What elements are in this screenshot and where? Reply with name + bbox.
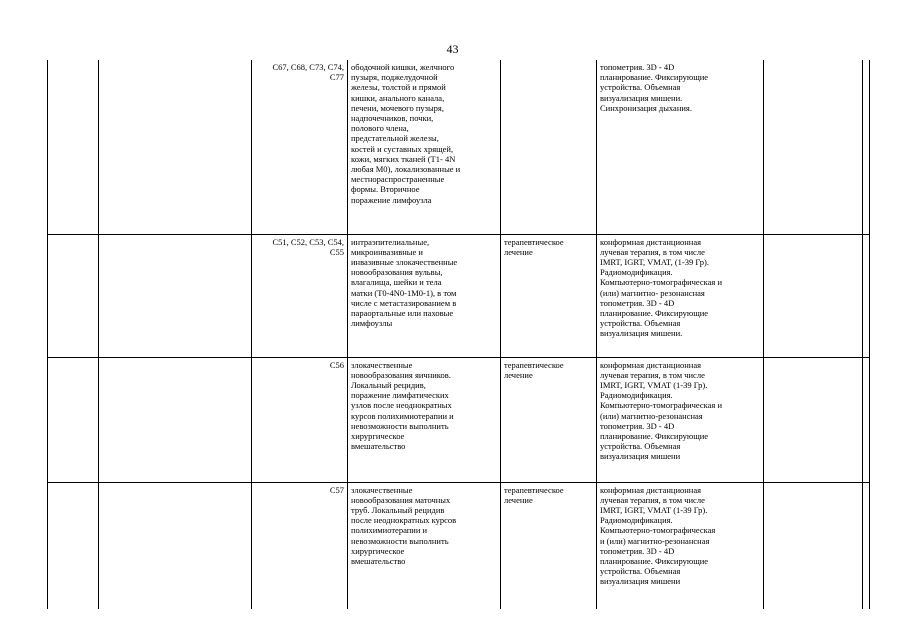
method-cell: топометрия. 3D - 4D планирование. Фиксирующие устройства. Объемная визуализация мишени. Синхронизация дыхания.: [597, 60, 764, 234]
cost-cell: [764, 234, 863, 357]
table-row: [48, 357, 870, 482]
number-cell: [48, 482, 99, 609]
name-cell: [99, 60, 252, 234]
table-row: [48, 234, 870, 357]
spare-cell: [863, 357, 870, 482]
name-cell: [99, 482, 252, 609]
number-cell: [48, 234, 99, 357]
diagnosis-cell: ободочной кишки, желчного пузыря, поджелудочной железы, толстой и прямой кишки, анального канала, печени, мочевого пузыря, надпочечников, почки, полового члена, предстательной железы, костей и суставных хрящей, кожи, мягких тканей (T1- 4N любая M0), локализованные и местнораспространенные формы. Вторичное поражение лимфоузла: [348, 60, 501, 234]
icd-codes-cell: C57: [252, 482, 348, 609]
diagnosis-cell: злокачественные новообразования яичников. Локальный рецидив, поражение лимфатических узлов после неоднократных курсов полихимиотерапии и невозможности выполнить хирургическое вмешательство: [348, 357, 501, 482]
treatment-type-cell: [501, 60, 597, 234]
cost-cell: [764, 357, 863, 482]
diagnosis-cell: злокачественные новообразования маточных труб. Локальный рецидив после неоднократных курсов полихимиотерапии и невозможности выполнить хирургическое вмешательство: [348, 482, 501, 609]
table-row: [48, 482, 870, 609]
icd-codes-cell: C51, C52, C53, C54, C55: [252, 234, 348, 357]
spare-cell: [863, 60, 870, 234]
name-cell: [99, 234, 252, 357]
method-cell: конформная дистанционная лучевая терапия, в том числе IMRT, IGRT, VMAT (1-39 Гр). Радиомодификация. Компьютерно-томографическая и (или) магнитно-резонансная топометрия. 3D - 4D планирование. Фиксирующие устройства. Объемная визуализация мишени: [597, 482, 764, 609]
icd-codes-cell: C56: [252, 357, 348, 482]
number-cell: [48, 357, 99, 482]
cost-cell: [764, 482, 863, 609]
name-cell: [99, 357, 252, 482]
spare-cell: [863, 234, 870, 357]
treatment-type-cell: терапевтическое лечение: [501, 234, 597, 357]
number-cell: [48, 60, 99, 234]
procedure-table: [47, 60, 870, 609]
cost-cell: [764, 60, 863, 234]
table-row: [48, 60, 870, 234]
method-cell: конформная дистанционная лучевая терапия, в том числе IMRT, IGRT, VMAT (1-39 Гр). Радиомодификация. Компьютерно-томографическая и (или) магнитно-резонансная топометрия. 3D - 4D планирование. Фиксирующие устройства. Объемная визуализация мишени: [597, 357, 764, 482]
spare-cell: [863, 482, 870, 609]
icd-codes-cell: C67, C68, C73, C74, C77: [252, 60, 348, 234]
treatment-type-cell: терапевтическое лечение: [501, 482, 597, 609]
method-cell: конформная дистанционная лучевая терапия, в том числе IMRT, IGRT, VMAT, (1-39 Гр). Радиомодификация. Компьютерно-томографическая и (или) магнитно- резонансная топометрия. 3D - 4D планирование. Фиксирующие устройства. Объемная визуализация мишени.: [597, 234, 764, 357]
treatment-type-cell: терапевтическое лечение: [501, 357, 597, 482]
diagnosis-cell: интраэпителиальные, микроинвазивные и инвазивные злокачественные новообразования вульвы, влагалища, шейки и тела матки (T0-4N0-1M0-1), в том числе с метастазированием в параортальные или паховые лимфоузлы: [348, 234, 501, 357]
page-number: 43: [446, 42, 459, 56]
